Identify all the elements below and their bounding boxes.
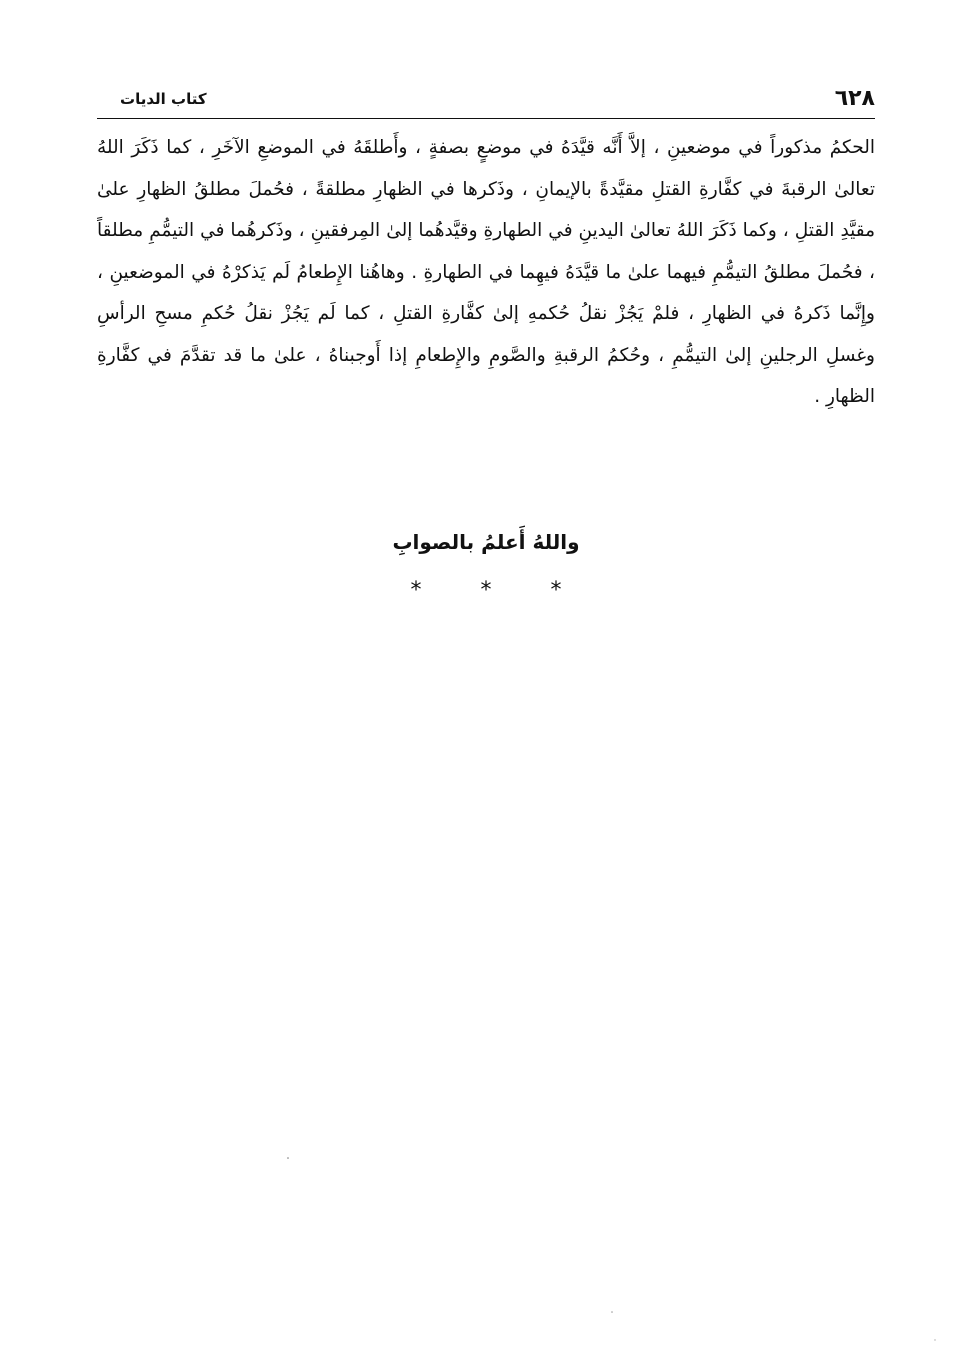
header-rule [97,118,875,119]
body-text [97,127,875,418]
running-title: كتاب الديات [120,90,207,108]
section-separator: * * * [410,578,588,603]
closing-phrase: واللهُ أَعلمُ بالصوابِ [392,530,580,554]
body-paragraph: الحكمُ مذكوراً في موضعينِ ، إلاَّ أَنَّه قيَّدَهُ في موضعٍ بصفةٍ ، وأَطلقَهُ في الموضعِ الآخَرِ ، كما ذَكَرَ اللهُ تعالىٰ الرقبةَ في كفَّارةِ القتلِ مقيَّدةً بالإيمانِ ، وذَكرها في الظهارِ مطلقةً ، فحُملَ مطلقُ الظهارِ علىٰ مقيَّدِ القتلِ ، وكما ذَكَرَ اللهُ تعالىٰ اليدينِ في الطهارةِ وقيَّدهُما إلىٰ المِرفقينِ ، وذَكرهُما في التيمُّمِ مطلقاً ، فحُملَ مطلقُ التيمُّمِ فيهما علىٰ ما قيَّدَهُ فيهِما في الطهارةِ . وهاهُنا الإِطعامُ لَم يَذكرْهُ في الموضعينِ ، وإِنَّما ذَكرهُ في الظهارِ ، فلمْ يَجُزْ نقلُ حُكمهِ إلىٰ كفَّارةِ القتلِ ، كما لَم يَجُزْ نقلُ حُكمِ مسحِ الرأسِ وغسلِ الرجلينِ إلىٰ التيمُّمِ ، وحُكمُ الرقبةِ والصَّومِ والإِطعامِ إذا أَوجبناهُ ، علىٰ ما قد تقدَّمَ في كفَّارةِ الظهارِ . [97,137,875,407]
page-number: ٦٢٨ [834,86,875,111]
page-header [97,84,875,116]
